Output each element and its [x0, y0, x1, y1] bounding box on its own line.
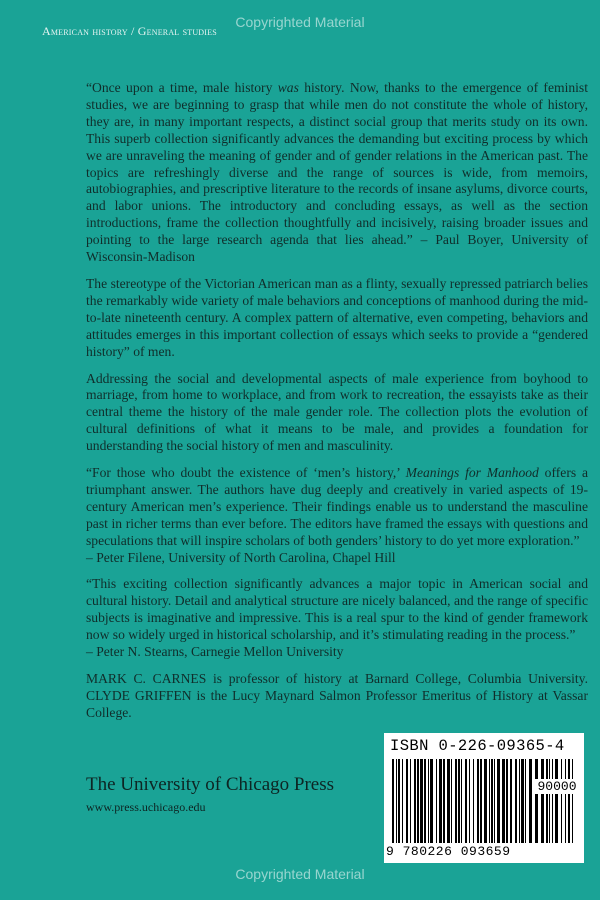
blurb-attribution: – Peter N. Stearns, Carnegie Mellon University [86, 644, 344, 660]
isbn-number: ISBN 0-226-09365-4 [390, 737, 565, 755]
barcode-bar [519, 759, 520, 843]
barcode-bar [535, 759, 538, 843]
italic-text: was [277, 80, 299, 95]
barcode-bar [529, 759, 532, 843]
barcode-bar [525, 759, 526, 843]
barcode-bar [414, 759, 416, 843]
barcode-bar [455, 759, 457, 843]
barcode-bar [555, 759, 558, 843]
barcode-bar [494, 759, 495, 843]
barcode-bar [502, 759, 505, 843]
barcode-bar [572, 759, 573, 843]
copyright-watermark-top: Copyrighted Material [235, 14, 365, 30]
barcode-bar [428, 759, 429, 843]
blurb-attribution: – Peter Filene, University of North Carolina, Chapel Hill [86, 549, 396, 565]
barcode-bar [451, 759, 452, 843]
barcode-bar [491, 759, 493, 843]
blurb-paragraph [86, 276, 588, 361]
barcode-bar [458, 759, 460, 843]
ean-number: 9 780226 093659 [386, 844, 582, 859]
barcode-bar [420, 759, 423, 843]
publisher-name: The University of Chicago Press [86, 774, 335, 795]
barcode-bar [521, 759, 524, 843]
barcode-bar [439, 759, 442, 843]
paragraph-text: MARK C. CARNES is professor of history at Barnard College, Columbia University. CLYDE GRIFFEN is the Lucy Maynard Salmon Professor Emeritus of History at Vassar College. [86, 671, 588, 720]
blurb-paragraph [86, 465, 588, 566]
barcode-bar [561, 759, 562, 843]
barcode-bar [447, 759, 450, 843]
barcode-bar [469, 759, 470, 843]
price-code: 90000 [532, 779, 582, 794]
barcode-bar [398, 759, 400, 843]
barcode-bar [546, 759, 548, 843]
barcode-bar [489, 759, 490, 843]
copyright-watermark-bottom: Copyrighted Material [235, 866, 365, 882]
barcode-bar [443, 759, 445, 843]
barcode-bar [473, 759, 474, 843]
paragraph-text: Addressing the social and developmental aspects of male experience from boyhood to marriage, from home to workplace, and from work to recreation, the essayists take as their central theme the history of the male gender role. The collection plots the evolution of cultural definitions of what it means to be male, and provides a foundation for understanding the social history of men and masculinity. [86, 370, 588, 454]
barcode-bar [396, 759, 397, 843]
blurb-paragraph [86, 671, 588, 722]
paragraph-text: The stereotype of the Victorian American man as a flinty, sexually repressed patriarch belies the remarkably wide variety of male behaviors and conceptions of manhood during the mid-to-late nineteenth century. A complex pattern of alternative, even competing, behaviors and attitudes emerges in this important collection of essays which seeks to provide a “gendered history” of men. [86, 275, 588, 359]
barcode-bar [424, 759, 426, 843]
paragraph-text: history. Now, thanks to the emergence of feminist studies, we are beginning to grasp that while men do not constitute the whole of history, they are, in many important respects, a distinct social group that merits study on its own. This superb collection significantly advances the demanding but exciting process by which we are unraveling the meaning of gender and of gender relations in the American past. The topics are refreshingly diverse and the range of sources is wide, from memoirs, autobiographies, and prescriptive literature to the records of insane asylums, divorce courts, and labor unions. The introductory and concluding essays, as well as the section introductions, frame the collection thoughtfully and incisively, raising broader issues and pointing to the large research agenda that lies ahead.” [86, 80, 588, 248]
isbn-barcode [384, 733, 584, 863]
blurb-paragraph [86, 80, 588, 266]
italic-text: Meanings for Manhood [405, 465, 539, 481]
paragraph-text: “For those who doubt the existence of ‘men’s history,’ [86, 465, 406, 481]
barcode-bar [552, 759, 553, 843]
barcode-bars [392, 759, 576, 845]
barcode-bar [506, 759, 508, 843]
barcode-bar [568, 759, 570, 843]
barcode-bar [461, 759, 462, 843]
category-label: American history / General studies [42, 24, 217, 38]
publisher-url: www.press.uchicago.edu [86, 800, 206, 814]
barcode-bar [436, 759, 437, 843]
barcode-bar [541, 759, 544, 843]
blurb-paragraph [86, 371, 588, 456]
barcode-bar [392, 759, 394, 843]
paragraph-text: “This exciting collection significantly advances a major topic in American social and cultural history. Detail and analytical structure are nicely balanced, and the range of specific subjects is imaginative and impressive. This is a real spur to the kind of gender framework now so widely urged in historical scholarship, and it’s stimulating reading in the process.” [86, 576, 588, 643]
barcode-bar [406, 759, 408, 843]
barcode-bar [477, 759, 479, 843]
blurb-paragraph [86, 576, 588, 661]
paragraph-text: offers a triumphant answer. The authors have dug deeply and creatively in varied aspects of 19-century American men’s experience. Their findings enable us to understand the masculine past in richer terms than ever before. The editors have framed the essays with questions and speculations that will inspire scholars of both genders’ history to do yet more exploration.” [86, 465, 588, 548]
barcode-bar [510, 759, 512, 843]
barcode-bar [484, 759, 487, 843]
barcode-bar [480, 759, 482, 843]
barcode-bar [465, 759, 467, 843]
blurb-column [86, 80, 588, 732]
barcode-bar [430, 759, 433, 843]
paragraph-text: “Once upon a time, male history [86, 80, 278, 95]
barcode-bar [497, 759, 500, 843]
blurb-attribution: – Paul Boyer, University of Wisconsin-Madison [86, 232, 588, 265]
barcode-bar [515, 759, 517, 843]
barcode-bar [565, 759, 566, 843]
barcode-bar [549, 759, 550, 843]
barcode-bar [410, 759, 411, 843]
barcode-bar [417, 759, 419, 843]
barcode-bar [402, 759, 403, 843]
